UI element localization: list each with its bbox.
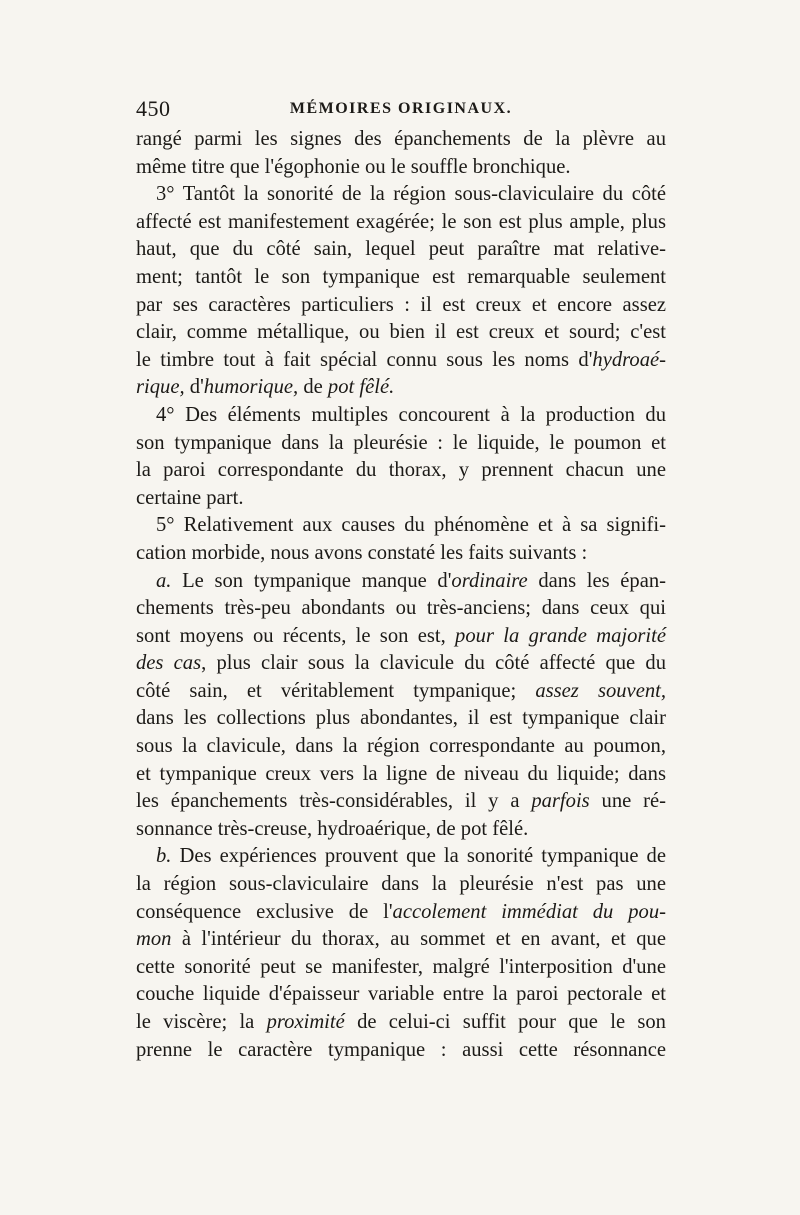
italic-term: humorique, <box>203 376 299 399</box>
text-line: prenne le caractère tympanique : aussi cette résonnance <box>136 1038 666 1061</box>
italic-term: mon <box>136 928 172 951</box>
italic-term: accolement immédiat du pou- <box>392 900 666 923</box>
text-line: la paroi correspondante du thorax, y prennent chacun une <box>136 459 666 482</box>
item-letter: b. <box>156 845 172 868</box>
text-line: des cas, plus clair sous la clavicule du côté affecté que du <box>136 652 666 675</box>
text-line: 3° Tantôt la sonorité de la région sous-claviculaire du côté <box>156 183 666 206</box>
text-line: affecté est manifestement exagérée; le son est plus ample, plus <box>136 210 666 233</box>
text-line: couche liquide d'épaisseur variable entre la paroi pectorale et <box>136 983 666 1006</box>
item-letter: a. <box>156 569 172 592</box>
text-line: 4° Des éléments multiples concourent à la production du <box>156 403 666 426</box>
text-line: 5° Relativement aux causes du phénomène et à sa signifi- <box>156 514 666 537</box>
italic-term: parfois <box>531 790 590 813</box>
page-number: 450 <box>136 96 171 121</box>
italic-term: ordinaire <box>451 569 528 592</box>
italic-term: rique, <box>136 376 185 399</box>
text-line: dans les collections plus abondantes, il est tympanique clair <box>136 707 666 730</box>
italic-term: des cas <box>136 652 202 675</box>
text-line: clair, comme métallique, ou bien il est creux et sourd; c'est <box>136 321 666 344</box>
italic-term: pour la grande majorité <box>455 624 666 647</box>
text-line: même titre que l'égophonie ou le souffle bronchique. <box>136 155 571 178</box>
text-line: cette sonorité peut se manifester, malgré l'interposition d'une <box>136 955 666 978</box>
text-line: mon à l'intérieur du thorax, au sommet et en avant, et que <box>136 928 666 951</box>
text-line: rangé parmi les signes des épanchements de la plèvre au <box>136 128 666 150</box>
text-line: certaine part. <box>136 486 244 509</box>
text-line: rique, d'humorique, de pot fêlé. <box>136 376 395 399</box>
text-line: et tympanique creux vers la ligne de niveau du liquide; dans <box>136 762 666 785</box>
text-line: chements très-peu abondants ou très-anciens; dans ceux qui <box>136 597 666 620</box>
text-line: ment; tantôt le son tympanique est remarquable seulement <box>136 265 666 288</box>
text-line: côté sain, et véritablement tympanique; assez souvent, <box>136 679 666 702</box>
italic-term: hydroaé- <box>592 348 666 371</box>
text-line: le timbre tout à fait spécial connu sous les noms d'hydroaé- <box>136 348 666 371</box>
italic-term: assez souvent, <box>535 679 666 702</box>
text-line: sont moyens ou récents, le son est, pour la grande majorité <box>136 624 666 647</box>
text-line: cation morbide, nous avons constaté les faits suivants : <box>136 541 588 564</box>
text-line: la région sous-claviculaire dans la pleurésie n'est pas une <box>136 873 666 896</box>
text-line: par ses caractères particuliers : il est creux et encore assez <box>136 293 666 316</box>
text-line: haut, que du côté sain, lequel peut paraître mat relative- <box>136 238 666 261</box>
text-line: son tympanique dans la pleurésie : le liquide, le poumon et <box>136 431 666 454</box>
text-line: sonnance très-creuse, hydroaérique, de pot fêlé. <box>136 817 529 840</box>
text-line: les épanchements très-considérables, il y a parfois une ré- <box>136 790 666 813</box>
body-text <box>136 126 666 1064</box>
italic-term: proximité <box>266 1011 345 1033</box>
text-line: a. Le son tympanique manque d'ordinaire dans les épan- <box>156 569 666 592</box>
running-title: MÉMOIRES ORIGINAUX. <box>289 100 513 117</box>
page-header <box>136 96 666 126</box>
italic-term: pot fêlé. <box>327 376 395 399</box>
text-line: sous la clavicule, dans la région correspondante au poumon, <box>136 735 666 758</box>
text-line: b. Des expériences prouvent que la sonorité tympanique de <box>156 845 666 868</box>
text-line: le viscère; la proximité de celui-ci suffit pour que le son <box>136 1011 666 1033</box>
text-line: conséquence exclusive de l'accolement immédiat du pou- <box>136 900 666 923</box>
